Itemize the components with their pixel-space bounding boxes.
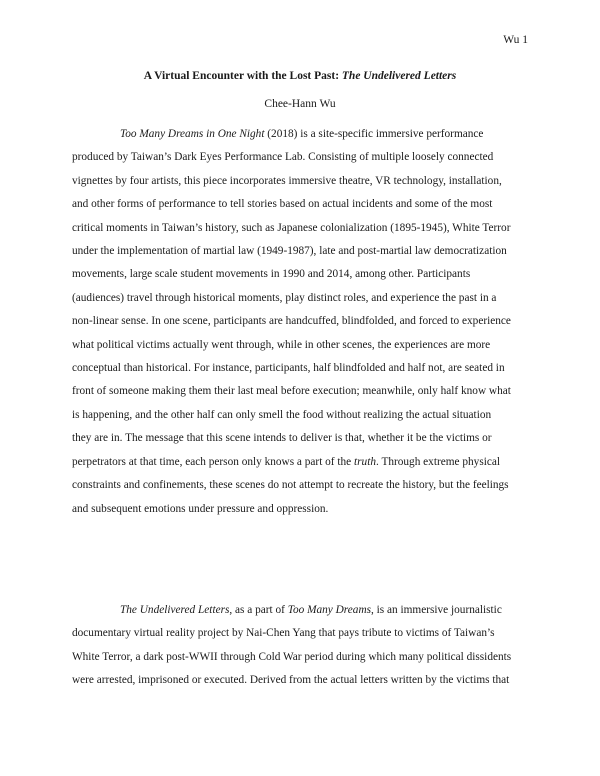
text-line: under the implementation of martial law (1949-1987), late and post-martial law democratization	[72, 245, 507, 258]
text-span: , as a part of	[229, 604, 288, 616]
text-line	[72, 123, 528, 146]
text-line: conceptual than historical. For instance, participants, half blindfolded and half not, are seated in	[72, 362, 505, 375]
work-title-italic: Too Many Dreams	[287, 604, 371, 616]
text-span: . Through extreme physical	[376, 455, 501, 468]
text-span: (2018) is a site-specific immersive performance	[264, 128, 484, 140]
paragraph-1	[72, 123, 528, 521]
text-line: produced by Taiwan’s Dark Eyes Performance Lab. Consisting of multiple loosely connected	[72, 151, 494, 164]
author-name: Chee-Hann Wu	[264, 98, 336, 110]
text-line: non-linear sense. In one scene, participants are handcuffed, blindfolded, and forced to experience	[72, 315, 511, 328]
text-line	[72, 451, 528, 474]
title-italic: The Undelivered Letters	[341, 70, 457, 82]
text-line: documentary virtual reality project by Nai-Chen Yang that pays tribute to victims of Taiwan’s	[72, 627, 495, 640]
title-main: A Virtual Encounter with the Lost Past:	[143, 70, 342, 82]
work-title-italic: Too Many Dreams in One Night	[120, 128, 265, 140]
text-line: vignettes by four artists, this piece incorporates immersive theatre, VR technology, installation,	[72, 174, 502, 187]
page-number: Wu 1	[503, 34, 528, 46]
paper-title	[0, 70, 600, 82]
text-line: they are in. The message that this scene intends to deliver is that, whether it be the victims or	[72, 432, 492, 445]
text-line: what political victims actually went through, while in other scenes, the experiences are more	[72, 338, 491, 351]
text-line: and subsequent emotions under pressure and oppression.	[72, 502, 329, 515]
text-line: were arrested, imprisoned or executed. Derived from the actual letters written by the victims that	[72, 674, 510, 687]
paragraph-2	[72, 599, 528, 693]
text-line: and other forms of performance to tell stories based on actual incidents and some of the most	[72, 198, 493, 211]
text-line: movements, large scale student movements in 1990 and 2014, among other. Participants	[72, 268, 471, 281]
text-line: (audiences) travel through historical moments, play distinct roles, and experience the past in a	[72, 291, 497, 304]
text-line: constraints and confinements, these scenes do not attempt to recreate the history, but the feelings	[72, 479, 509, 492]
text-line: front of someone making them their last meal before execution; meanwhile, only half know what	[72, 385, 511, 398]
text-line	[72, 599, 528, 622]
text-line: critical moments in Taiwan’s history, such as Japanese colonialization (1895-1945), White Terror	[72, 221, 511, 234]
text-span: , is an immersive journalistic	[371, 604, 502, 616]
emphasis-italic: truth	[354, 455, 376, 468]
text-line: is happening, and the other half can only smell the food without realizing the actual situation	[72, 408, 492, 421]
text-line: White Terror, a dark post-WWII through Cold War period during which many political dissidents	[72, 650, 512, 663]
text-span: perpetrators at that time, each person only knows a part of the	[72, 455, 355, 468]
work-title-italic: The Undelivered Letters	[120, 604, 230, 616]
